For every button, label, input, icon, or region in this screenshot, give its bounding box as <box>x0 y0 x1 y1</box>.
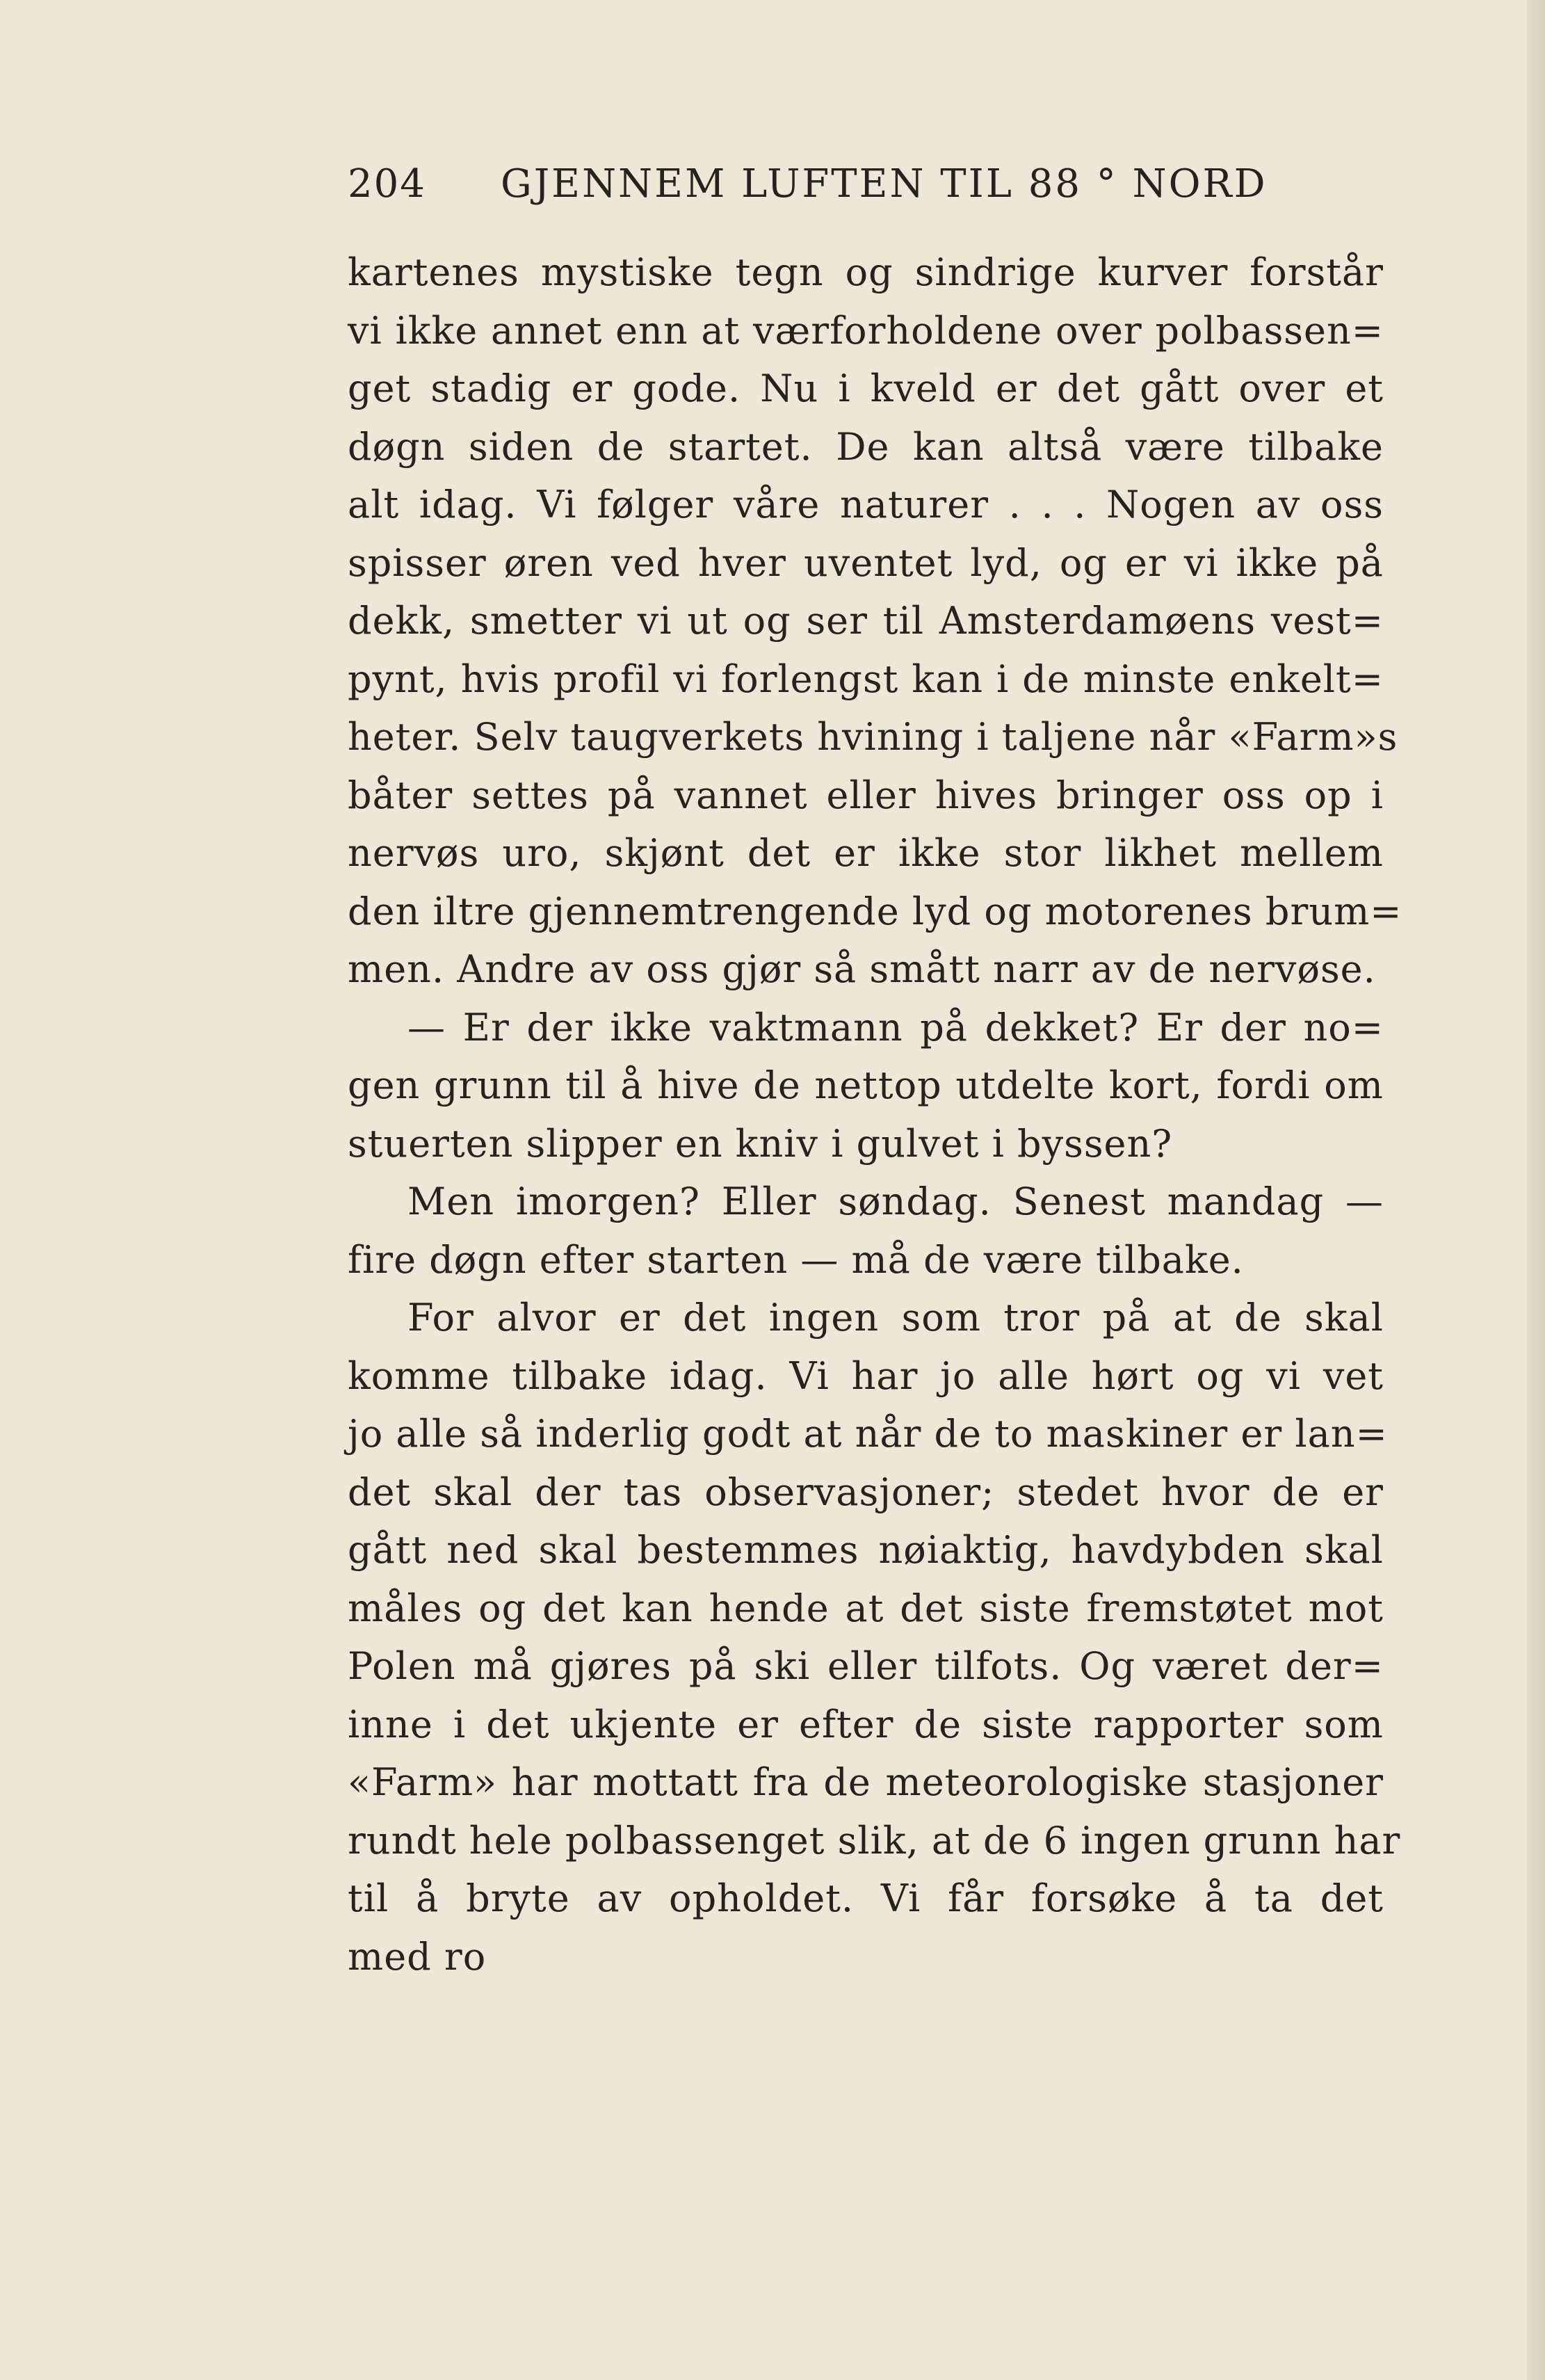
text-line: til å bryte av opholdet. Vi får forsøke å ta det <box>348 1876 1384 1920</box>
text-line: med ro <box>348 1935 487 1979</box>
text-line: måles og det kan hende at det siste fremstøtet mot <box>348 1586 1384 1630</box>
text-line: spisser øren ved hver uventet lyd, og er vi ikke på <box>348 541 1384 585</box>
text-line: Polen må gjøres på ski eller tilfots. Og været der= <box>348 1644 1384 1688</box>
text-line: jo alle så inderlig godt at når de to maskiner er lan= <box>348 1412 1388 1456</box>
text-line: — Er der ikke vaktmann på dekket? Er der no= <box>407 1006 1384 1050</box>
text-line: det skal der tas observasjoner; stedet hvor de er <box>348 1470 1384 1514</box>
text-line: kartenes mystiske tegn og sindrige kurver forstår <box>348 250 1384 294</box>
text-line: alt idag. Vi følger våre naturer . . . Nogen av oss <box>348 483 1384 526</box>
text-line: den iltre gjennemtrengende lyd og motorenes brum= <box>348 890 1402 933</box>
text-line: vi ikke annet enn at værforholdene over polbassen= <box>348 309 1384 353</box>
text-line: Men imorgen? Eller søndag. Senest mandag — <box>407 1180 1384 1223</box>
text-line: gått ned skal bestemmes nøiaktig, havdybden skal <box>348 1528 1384 1572</box>
text-line: heter. Selv taugverkets hvining i taljene når «Farm»s <box>348 715 1398 759</box>
running-header <box>348 161 1268 210</box>
running-title: GJENNEM LUFTEN TIL 88 ° NORD <box>501 161 1268 207</box>
text-line: men. Andre av oss gjør så smått narr av de nervøse. <box>348 947 1376 991</box>
text-line: komme tilbake idag. Vi har jo alle hørt og vi vet <box>348 1354 1384 1398</box>
text-line: pynt, hvis profil vi forlengst kan i de minste enkelt= <box>348 657 1384 701</box>
text-line: dekk, smetter vi ut og ser til Amsterdamøens vest= <box>348 599 1384 643</box>
page-edge <box>1527 0 1545 2380</box>
text-line: nervøs uro, skjønt det er ikke stor likhet mellem <box>348 831 1384 875</box>
text-line: stuerten slipper en kniv i gulvet i byssen? <box>348 1122 1173 1166</box>
text-line: «Farm» har mottatt fra de meteorologiske stasjoner <box>348 1760 1384 1804</box>
page-number: 204 <box>348 161 426 207</box>
text-line: rundt hele polbassenget slik, at de 6 ingen grunn har <box>348 1819 1401 1863</box>
text-line: fire døgn efter starten — må de være tilbake. <box>348 1238 1244 1282</box>
text-line: For alvor er det ingen som tror på at de skal <box>407 1296 1384 1340</box>
text-line: båter settes på vannet eller hives bringer oss op i <box>348 773 1384 817</box>
text-line: get stadig er gode. Nu i kveld er det gått over et <box>348 367 1384 410</box>
text-line: døgn siden de startet. De kan altså være tilbake <box>348 425 1384 469</box>
text-line: inne i det ukjente er efter de siste rapporter som <box>348 1703 1384 1746</box>
text-line: gen grunn til å hive de nettop utdelte kort, fordi om <box>348 1063 1384 1107</box>
